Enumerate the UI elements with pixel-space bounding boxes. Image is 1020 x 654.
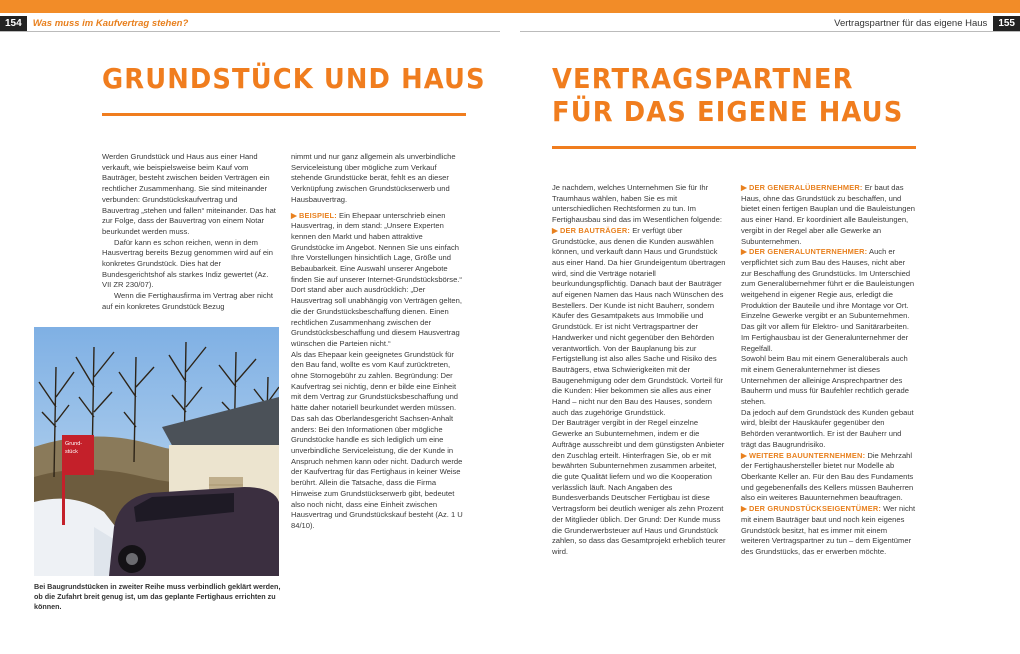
text-column-2: [291, 152, 467, 532]
chapter-title-left: Was muss im Kaufvertrag stehen?: [32, 18, 189, 29]
paragraph: Sowohl beim Bau mit einem Generalüberals auch mit einem Generalunternehmer ist dieses Unternehmen der alleinige Ansprechpartner des Bauherrn und muss für Baufehler rechtlich gerade stehen.: [741, 354, 910, 407]
bullet-text: Er verfügt über Grundstücke, aus denen die Kunden auswählen können, und verkauft dann Haus und Grundstück aus einer Hand. Da hier Grundeigentum übertragen wird, sind die Verträge notariell beurkundungspflichtig. Danach baut der Bauträger auf eigenen Namen das Haus nach Wünschen des Bestellers. Der Kunde ist nicht Bauherr, sondern Käufer des Gesamtpakets aus Immobilie und Grundstück. Er ist nicht Vertragspartner der Handwerker und nicht gegenüber den Behörden verantwortlich. Von der Bauplanung bis zur Fertigstellung ist also alles Sache und Risiko des Bauträgers, etwa Schwierigkeiten mit der Baugenehmigung oder dem Grundstück. Vorteil für die Kunden: Hier bekommen sie alles aus einer Hand – nicht nur den Bau des Hauses, sondern auch das zugehörige Grundstück.: [552, 225, 726, 417]
paragraph: Dafür kann es schon reichen, wenn in dem Hausvertrag bereits Bezug genommen wird auf ein konkretes Grundstück. Dies hat der Bundesgerichtshof als starkes Indiz gewertet (Az. VII ZR 230/07).: [102, 237, 273, 290]
triangle-bullet-icon: ▶: [741, 450, 749, 460]
triangle-bullet-icon: ▶: [291, 210, 299, 220]
example-text: Ein Ehepaar unterschrieb einen Hausvertrag, in dem stand: „Unsere Experten kennen den Markt und haben attraktive Grundstücke im Angebot. Nennen Sie uns einfach Ihre Vorstellungen hinsichtlich Lage, Größe und Bebaubarkeit. Eine Auswahl unserer Angebote finden Sie auf unserer Internet-Grundstücksbörse.“: [291, 210, 462, 284]
triangle-bullet-icon: ▶: [552, 225, 560, 235]
page-number-left: 154: [0, 16, 27, 31]
bullet-label: DER GENERALUNTERNEHMER:: [748, 247, 868, 257]
house-plot-photo: [34, 327, 279, 576]
bullet-item: [741, 247, 917, 354]
example-label: BEISPIEL:: [298, 210, 337, 220]
section-title-right: Vertragspartner für das eigene Haus: [834, 18, 988, 29]
heading-rule-right: [552, 146, 916, 149]
bullet-text: Auch er verpflichtet sich zum Bau des Hauses, nicht aber zur Beschaffung des Grundstücks. Im Unterschied zum Generalübernehmer führt er die Bauleistungen weitgehend in eigener Regie aus, erledigt die Produktion der Bauteile und ihre Montage vor Ort. Einzelne Gewerke vergibt er an Subunternehmen. Das gilt vor allem für Elektro- und Sanitärarbeiten. Im Fertighausbau ist der Generalunternehmer der Regelfall.: [741, 247, 915, 353]
bullet-label: DER GRUNDSTÜCKSEIGENTÜMER:: [748, 504, 882, 514]
svg-text:stück: stück: [65, 449, 78, 455]
paragraph: Wenn die Fertighausfirma im Vertrag aber nicht auf ein konkretes Grundstück Bezug: [102, 291, 273, 311]
page-heading-right: [552, 62, 903, 128]
triangle-bullet-icon: ▶: [741, 247, 749, 257]
bullet-label: WEITERE BAUUNTERNEHMEN:: [748, 450, 866, 460]
paragraph: Da jedoch auf dem Grundstück des Kunden gebaut wird, bleibt der Hauskäufer gegenüber den Behörden verantwortlich. Er ist der Bauherr und trägt das Baugrundrisiko.: [741, 407, 914, 449]
bullet-label: DER GENERALÜBERNEHMER:: [748, 183, 863, 192]
bullet-item: [741, 504, 917, 558]
running-head-right: [520, 16, 1020, 32]
bullet-text: Wer nicht mit einem Bauträger baut und noch kein eigenes Grundstück besitzt, hat es immer mit einem weiteren Vertragspartner zu tun – dem Eigentümer des Grundstücks, das er erwerben möchte.: [741, 504, 916, 556]
heading-right-line2: FÜR DAS EIGENE HAUS: [552, 95, 904, 128]
example-paragraph: [291, 211, 467, 286]
paragraph: Als das Ehepaar kein geeignetes Grundstück für den Bau fand, wollte es vom Kauf zurücktreten, ohne Stornogebühr zu zahlen. Begründung: Der Kaufvertrag sei nichtig, denn er bilde eine Einheit mit dem Vertrag zur Grundstücksbeschaffung und hätte daher notariell beurkundet werden müssen. Das sah das Oberlandesgericht Sachsen-Anhalt anders: Bei den Informationen über mögliche Grundstücke handle es sich lediglich um eine unverbindliche Serviceleistung, die der Kunde in Anspruch nehmen kann oder nicht. Dadurch werde der Kaufvertrag für das Fertighaus in keiner Weise berührt. Allein die Tatsache, dass die Firma Hinweise zum Grundstückserwerb gibt, bedeutet also noch nicht, dass eine Einheit zwischen Hausvertrag und Grundstückskauf besteht (Az. 1 U 84/10).: [291, 349, 463, 530]
bullet-item: [552, 226, 726, 419]
running-head-left: [0, 16, 500, 32]
heading-rule-left: [102, 113, 466, 116]
text-column-4: [741, 183, 917, 558]
bullet-label: DER BAUTRÄGER:: [559, 225, 631, 235]
text-column-3: [552, 183, 726, 558]
heading-right-line1: VERTRAGSPARTNER: [552, 62, 854, 95]
paragraph: Der Bauträger vergibt in der Regel einzelne Gewerke an Subunternehmen, indem er die Aufträge ausschreibt und dem günstigsten Anbieter den Zuschlag erteilt. Hinterfragen Sie, ob er mit bewährten Subunternehmen zusammen arbeitet, die gute Qualität liefern und wo die Kooperation verlässlich läuft. Nach Angaben des Bundesverbands Deutscher Fertigbau ist diese Vertragsform bei deutlich weniger als zehn Prozent der Mitglieder üblich. Der Grund: Der Kunde muss die Grunderwerbsteuer auf Haus und Grundstück zahlen, so dass das Gesamtprojekt erheblich teurer wird.: [552, 418, 726, 556]
paragraph: Werden Grundstück und Haus aus einer Hand verkauft, wie beispielsweise beim Kauf vom Bauträger, besteht zwischen beiden Verträgen ein rechtlicher Zusammenhang. Sie sind miteinander verbunden: Grundstückskaufvertrag und Bauvertrag „stehen und fallen“ miteinander. Das hat zur Folge, dass der Bauvertrag von einem Notar beurkundet werden muss.: [102, 152, 276, 236]
triangle-bullet-icon: ▶: [741, 183, 749, 192]
triangle-bullet-icon: ▶: [741, 504, 749, 514]
bullet-item: [741, 183, 917, 247]
bullet-text: Die Mehrzahl der Fertighaushersteller bietet nur Modelle ab Oberkante Keller an. Für den Bau des Fundaments und gegebenenfalls des Kellers müssen Bauherren also ein weiteres Bauunternehmen beauftragen.: [741, 450, 914, 503]
bullet-text: Er baut das Haus, ohne das Grundstück zu beschaffen, und bietet einen fertigen Bauplan und die Bauleistungen aus einer Hand. Er koordiniert alle Bauleistungen, vergibt in der Regel aber alle Gewerke an Subunternehmen.: [741, 183, 915, 246]
photo-caption: Bei Baugrundstücken in zweiter Reihe muss verbindlich geklärt werden, ob die Zufahrt breit genug ist, um das geplante Fertighaus errichten zu können.: [34, 582, 281, 611]
paragraph: nimmt und nur ganz allgemein als unverbindliche Serviceleistung über mögliche zum Verkauf stehende Grundstücke berät, fehlt es an dieser Verknüpfung zwischen Grundstückserwerb und Hausbauvertrag.: [291, 152, 456, 204]
paragraph: Dort stand aber auch ausdrücklich: „Der Hausvertrag soll unabhängig von Verträgen gelten, die der Grundstücksbeschaffung dienen. Einen rechtlichen Zusammenhang zwischen der Grundstücksbeschaffung und diesem Hausvertrag wünschen die Parteien nicht.“: [291, 285, 462, 348]
top-accent-bar: [0, 0, 1020, 13]
paragraph: Je nachdem, welches Unternehmen Sie für Ihr Traumhaus wählen, haben Sie es mit unterschiedlichen Rechtsformen zu tun. Im Fertighausbau sind das im Wesentlichen folgende:: [552, 183, 722, 225]
bullet-item: [741, 451, 917, 505]
page-heading-left: GRUNDSTÜCK UND HAUS: [102, 62, 486, 95]
text-column-1: [102, 152, 276, 313]
svg-text:Grund-: Grund-: [65, 441, 83, 447]
page-number-right: 155: [993, 16, 1020, 31]
